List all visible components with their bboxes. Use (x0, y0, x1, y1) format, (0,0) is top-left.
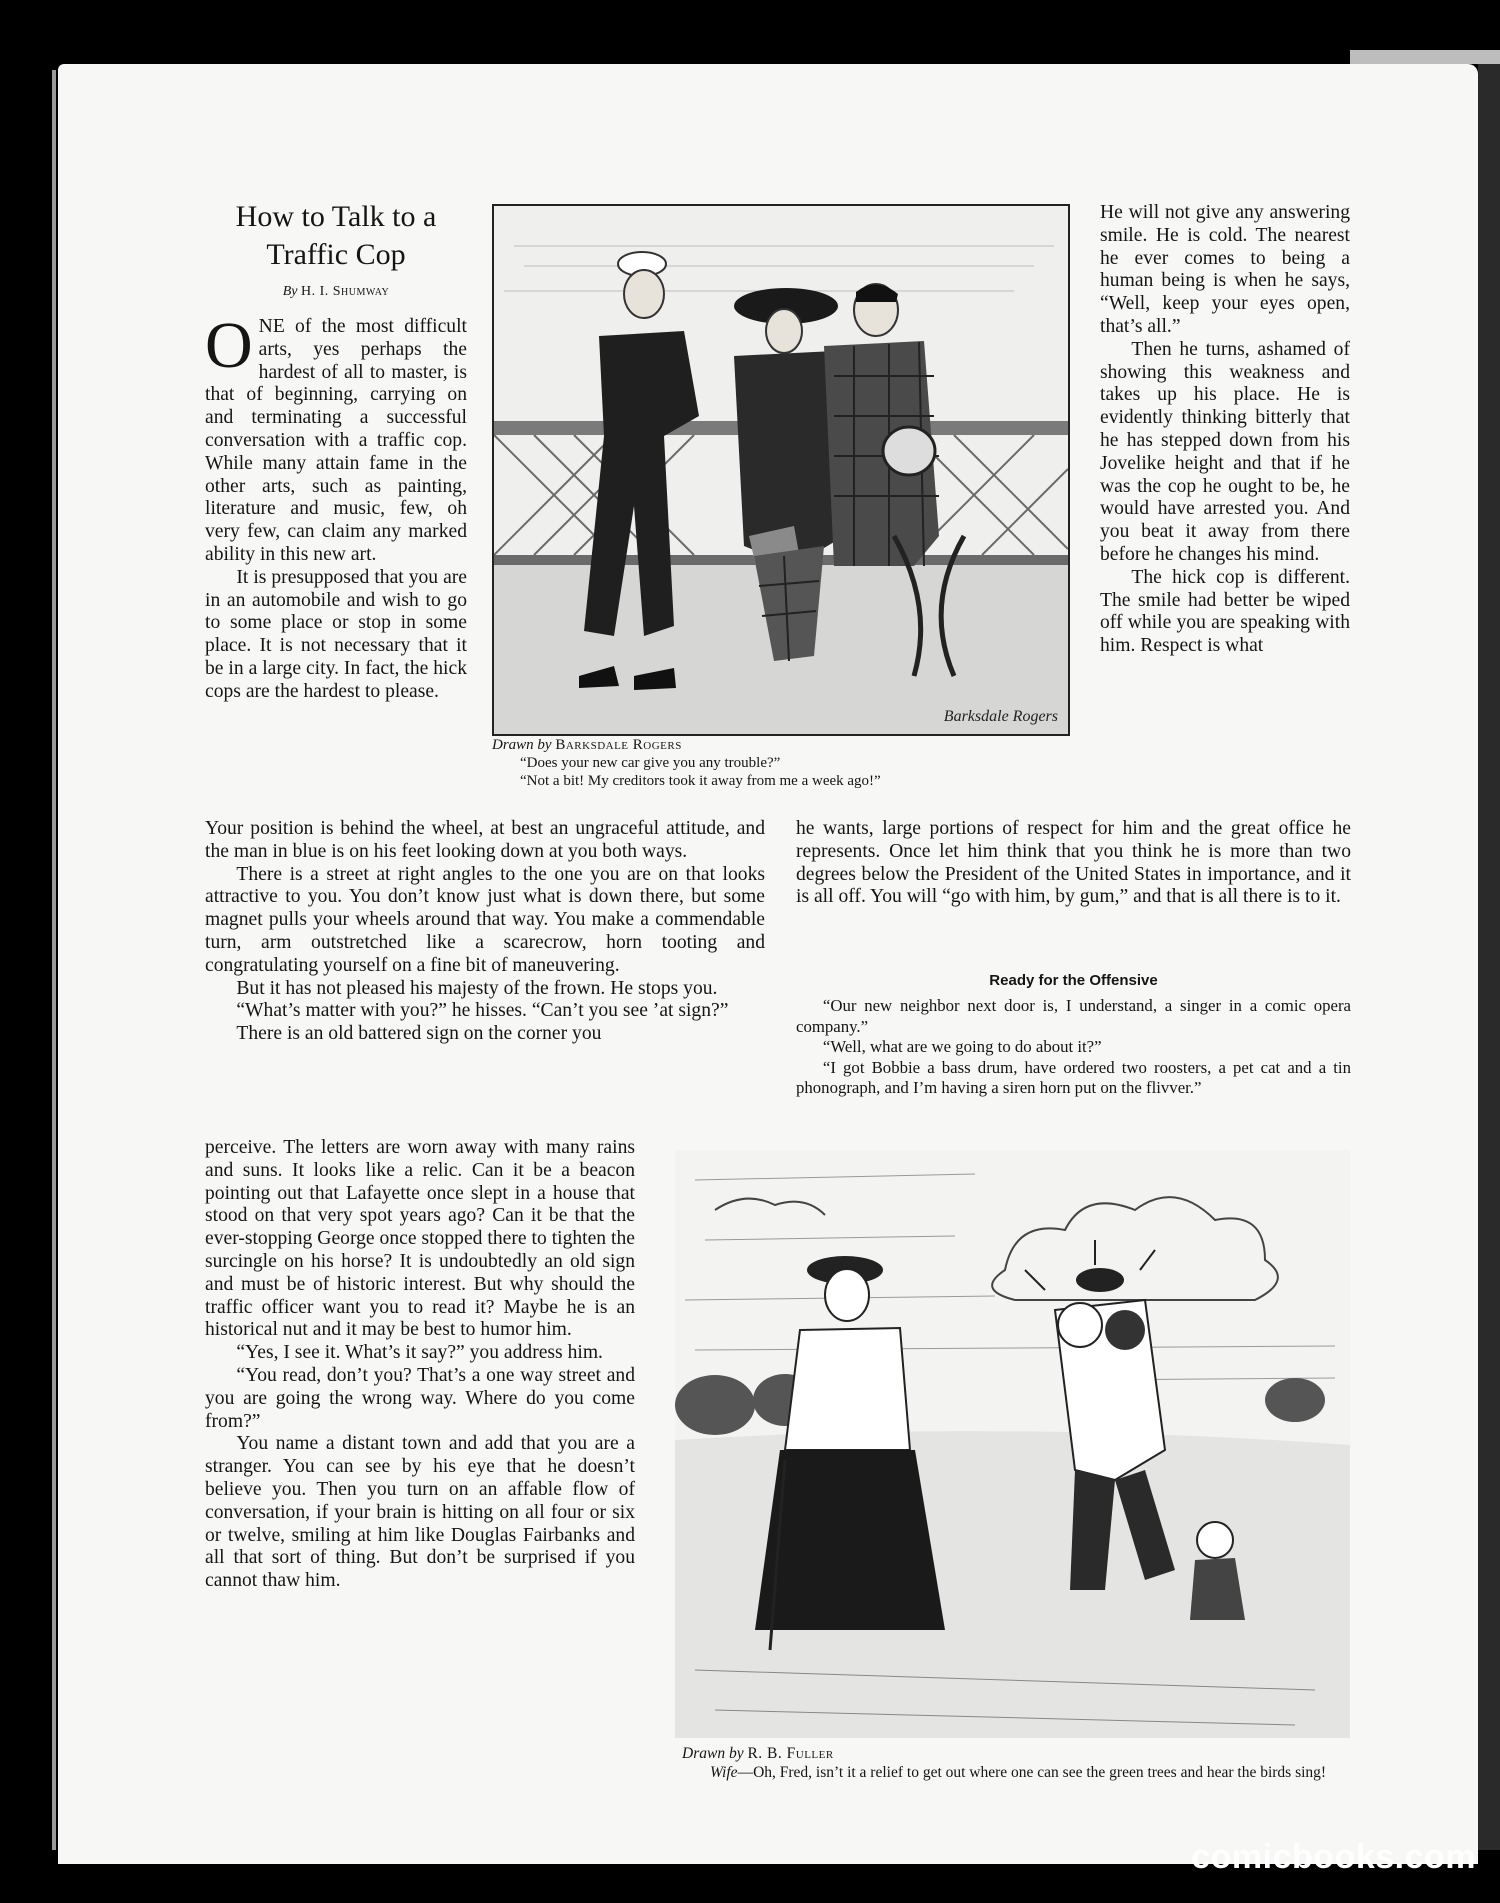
column-middle (796, 818, 1351, 909)
paragraph-opening (205, 309, 467, 567)
article-title-line2: Traffic Cop (266, 238, 406, 271)
paragraph-whats-matter: “What’s matter with you?” he hisses. “Can’t you see ’at sign?” (236, 1000, 729, 1022)
paragraph-he-wants-respect: he wants, large portions of respect for him and the great office he represents. Once let him think that you think he is more than two degrees below the President of the United States in importance, and it is all off. You will “go with him, by gum,” and that is all there is to it. (796, 818, 1351, 908)
paragraph-distant-town: You name a distant town and add that you are a stranger. You can see by his eye that he doesn’t believe you. Then you turn on an affable flow of conversation, if your brain is hitting on all four or six or twelve, smiling at him like Douglas Fairbanks and all that sort of thing. But don’t be surprised if you cannot thaw him. (205, 1433, 635, 1592)
column-left-lower (205, 1137, 635, 1593)
caption-1-artist: Barksdale Rogers (555, 737, 682, 753)
caption-2-credit (682, 1744, 1342, 1763)
joke-line-3: “I got Bobbie a bass drum, have ordered two roosters, a pet cat and a tin phonograph, and I’m having a siren horn put on the flivver.” (796, 1057, 1351, 1097)
book-spine (52, 70, 56, 1850)
caption-1-credit (492, 736, 1092, 754)
caption-1-line2: “Not a bit! My creditors took it away from me a week ago!” (520, 773, 881, 789)
watermark: comicbooks.com (1191, 1838, 1476, 1876)
column-right (1100, 202, 1350, 658)
paragraph-then-he-turns: Then he turns, ashamed of showing this weakness and takes up his place. He is evidently thinking bitterly that he has stepped down from his Jovelike height and that if he was the cop he ought to be, he would have arrested you. And you beat it away from there before he changes his mind. (1100, 338, 1350, 565)
caption-cartoon-2 (682, 1744, 1342, 1782)
illustration-2-drawing (675, 1150, 1350, 1738)
paragraph-perceive: perceive. The letters are worn away with many rains and suns. It looks like a relic. Can it be a beacon pointing out that Lafayette once slept in a house that stood on that very spot years ago? Can it be that the ever-stopping George once stopped there to tighten the surcingle on his horse? It is undoubtedly an old sign and must be of historic interest. But why should the traffic officer want you to read it? Maybe he is an historical nut and it may be best to humor him. (205, 1137, 635, 1341)
column-left-wide (205, 818, 765, 1046)
paragraph-hick-cop: The hick cop is different. The smile had better be wiped off while you are speaking with him. Respect is what (1100, 566, 1350, 657)
opening-text: NE of the most difficult arts, yes perhaps the hardest of all to master, is that of beginning, carrying on and terminating a successful conversation with a traffic cop. While many attain fame in the other arts, such as painting, literature and music, few, oh very few, can claim any marked ability in this new art. (205, 316, 467, 565)
illustration-country-outing (675, 1150, 1350, 1738)
caption-cartoon-1 (492, 736, 1092, 790)
paragraph-you-read: “You read, don’t you? That’s a one way street and you are going the wrong way. Where do you come from?” (205, 1364, 635, 1432)
caption-1-credit-prefix: Drawn by (492, 737, 552, 753)
illustration-1-signature: Barksdale Rogers (943, 708, 1058, 725)
paragraph-yes-i-see-it: “Yes, I see it. What’s it say?” you address him. (236, 1342, 603, 1364)
joke-line-2: “Well, what are we going to do about it?” (822, 1037, 1102, 1056)
caption-2-speaker: Wife (710, 1764, 738, 1781)
drop-cap: O (205, 309, 253, 382)
caption-2-quote: —Oh, Fred, isn’t it a relief to get out where one can see the green trees and hear the birds sing! (737, 1764, 1327, 1781)
byline-prefix: By (282, 284, 298, 299)
paragraph-battered-sign-start: There is an old battered sign on the corner you (236, 1023, 602, 1045)
illustration-sailor-and-couple (492, 204, 1070, 736)
joke-body (796, 996, 1351, 1099)
illustration-1-drawing (494, 206, 1068, 734)
caption-2-artist: R. B. Fuller (747, 1745, 834, 1762)
paragraph-majesty-frown: But it has not pleased his majesty of the frown. He stops you. (236, 977, 718, 999)
joke-heading: Ready for the Offensive (989, 972, 1158, 989)
byline-author: H. I. Shumway (301, 284, 390, 299)
column-left-top (205, 309, 467, 704)
caption-2-quote-line (682, 1763, 1342, 1782)
paragraph-presupposed: It is presupposed that you are in an automobile and wish to go to some place or stop in some place. It is not necessary that it be in a large city. In fact, the hick cops are the hardest to please. (205, 566, 467, 702)
page-edge (1478, 50, 1500, 1850)
byline (205, 284, 467, 300)
article-title (205, 198, 467, 274)
caption-2-credit-prefix: Drawn by (682, 1745, 744, 1762)
paragraph-cold-cop: He will not give any answering smile. He is cold. The nearest he ever comes to being a human being is when he says, “Well, keep your eyes open, that’s all.” (1100, 202, 1350, 337)
joke-line-1: “Our new neighbor next door is, I understand, a singer in a comic opera company.” (796, 996, 1351, 1036)
caption-1-line1: “Does your new car give you any trouble?” (520, 755, 781, 771)
page-edge-top (1350, 50, 1500, 64)
paragraph-street-right-angles: There is a street at right angles to the one you are on that looks attractive to you. You don’t know just what is down there, but some magnet pulls your wheels around that way. You make a commendable turn, arm outstretched like a scarecrow, horn tooting and congratulating yourself on a fine bit of maneuvering. (205, 863, 765, 976)
article-title-line1: How to Talk to a (235, 200, 437, 233)
paragraph-your-position: Your position is behind the wheel, at best an ungraceful attitude, and the man in blue is on his feet looking down at you both ways. (205, 818, 765, 862)
